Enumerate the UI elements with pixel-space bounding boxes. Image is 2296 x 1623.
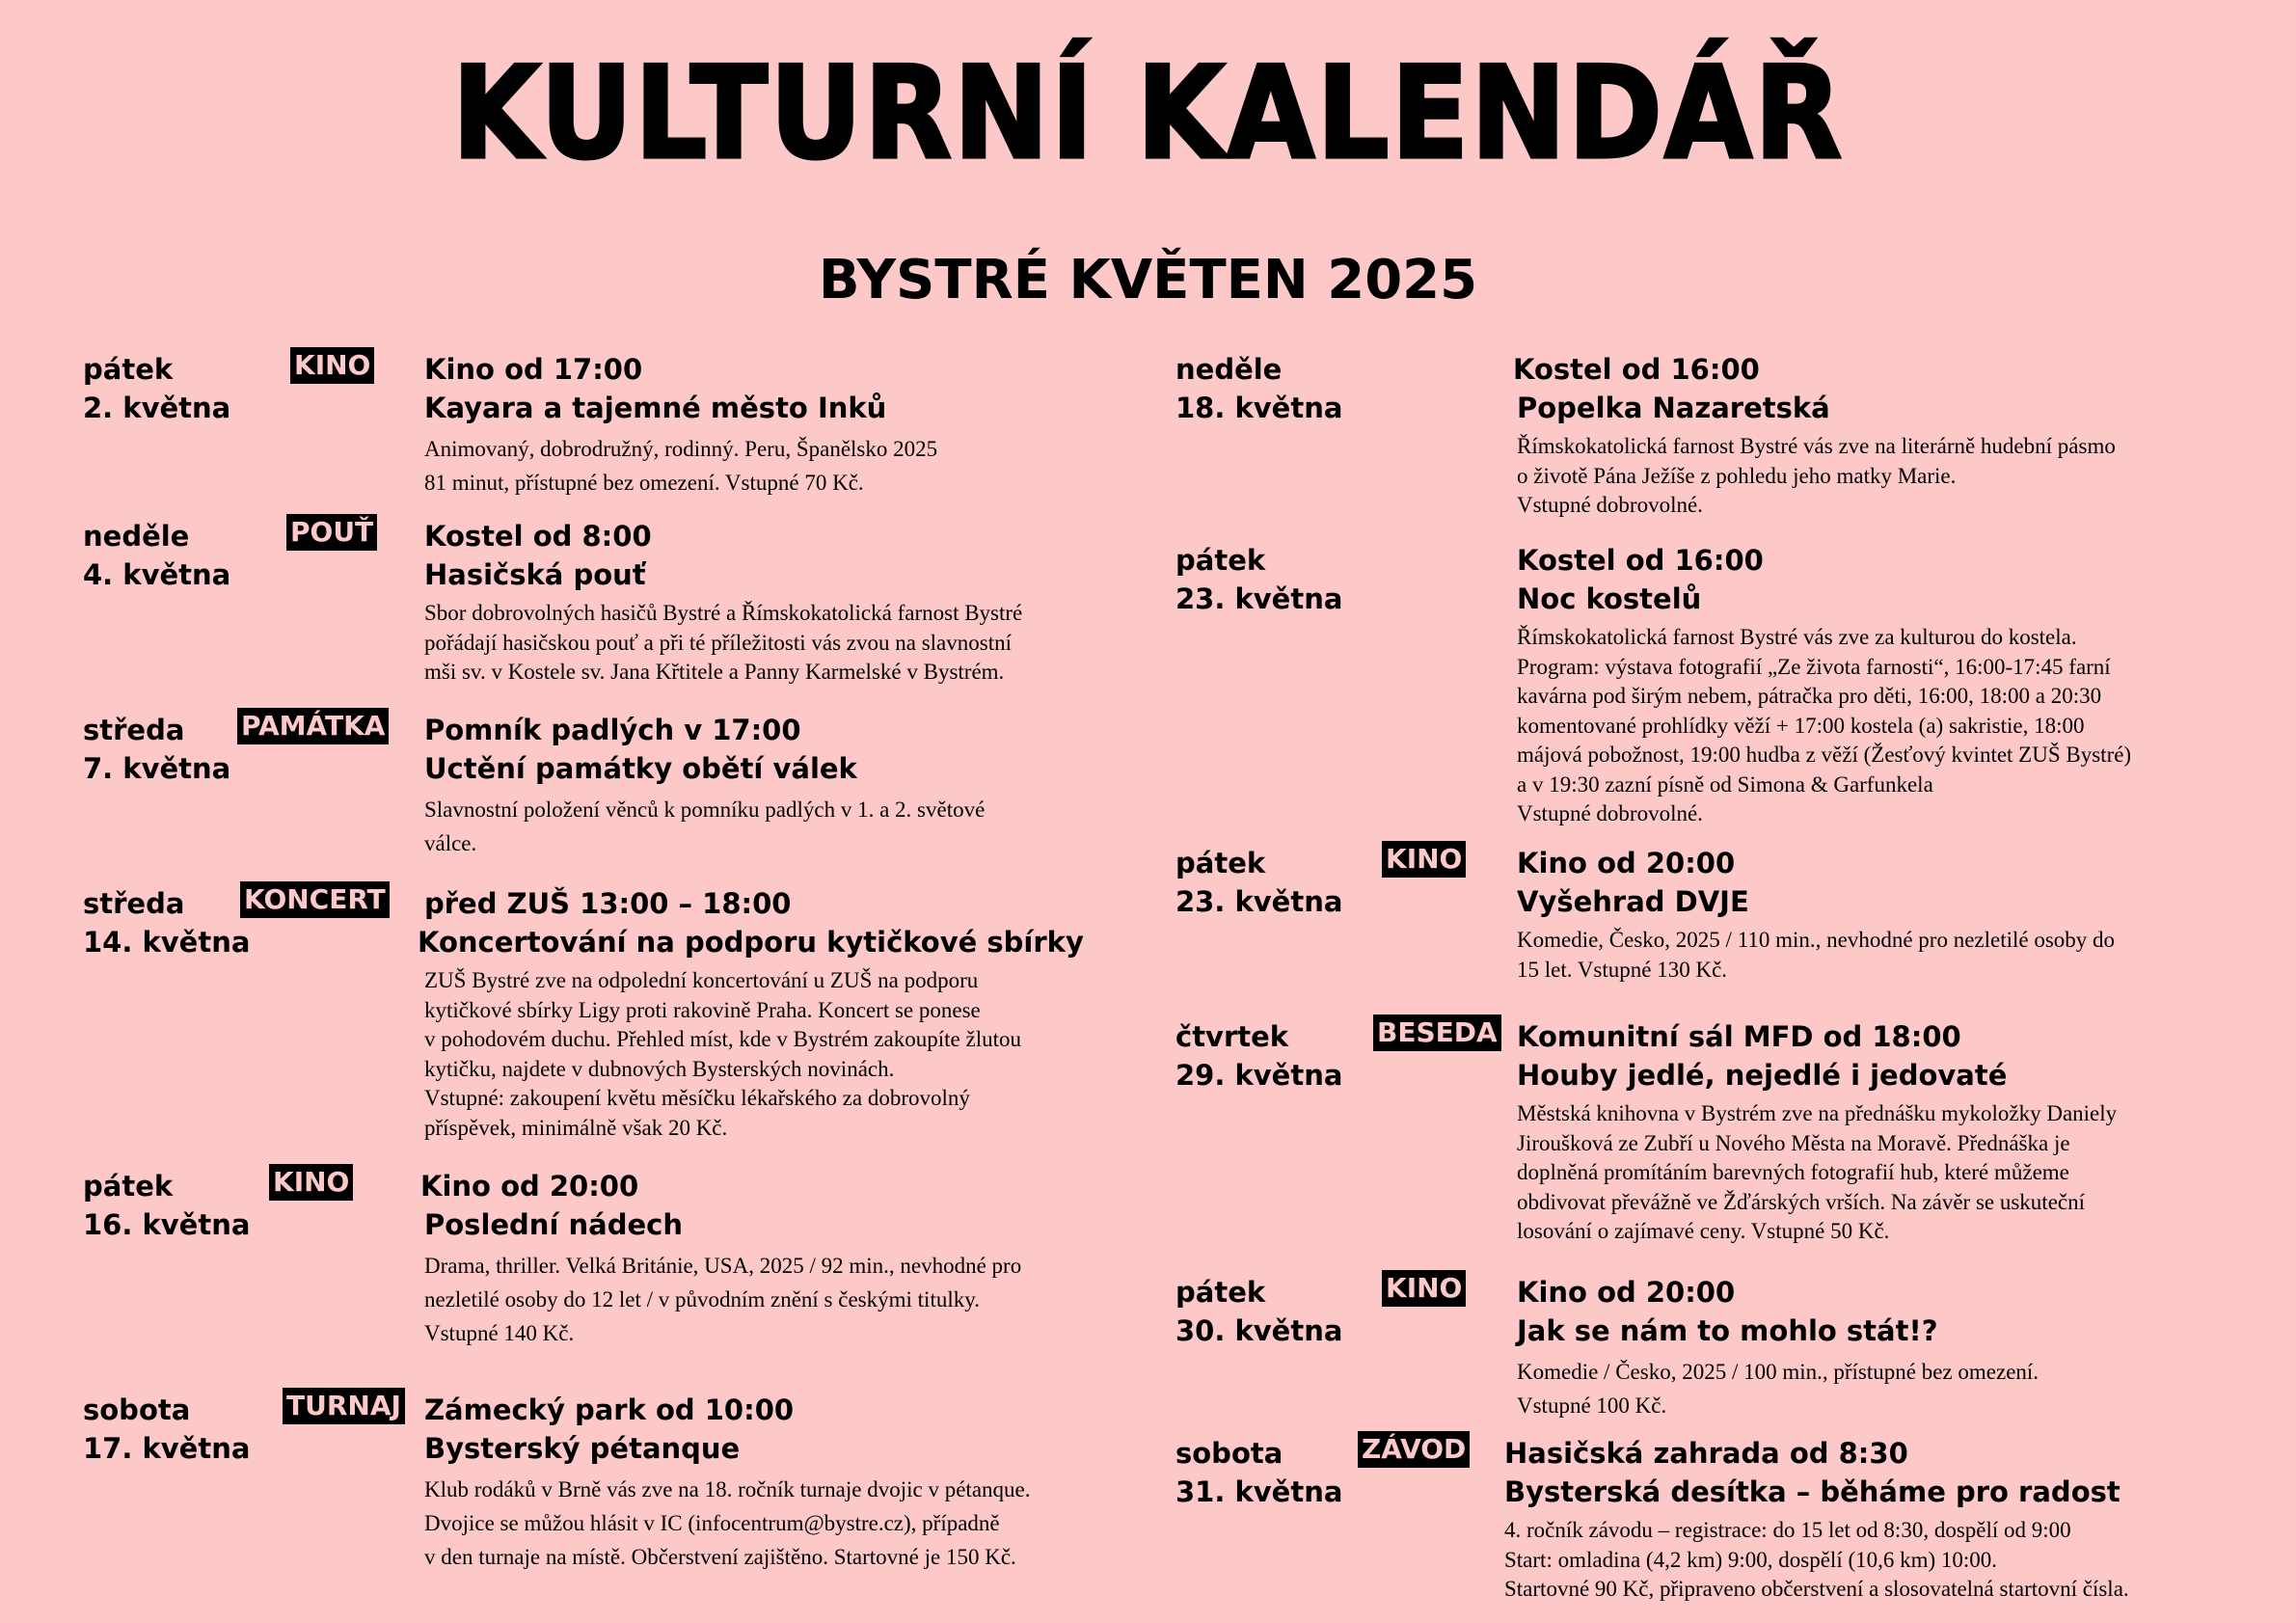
event-day: pátek	[1175, 847, 1266, 879]
event-day: středa	[83, 887, 185, 920]
event-title: Bysterská desítka – běháme pro radost	[1504, 1475, 2120, 1508]
description-line: Start: omladina (4,2 km) 9:00, dospělí (10,6 km) 10:00.	[1504, 1547, 1998, 1572]
event-date: 23. května	[1175, 582, 1343, 615]
description-line: Jiroušková ze Zubří u Nového Města na Moravě. Přednáška je	[1517, 1130, 2070, 1155]
description-line: májová pobožnost, 19:00 hudba z věží (Žesťový kvintet ZUŠ Bystré)	[1517, 743, 2132, 767]
event-place: Kino od 20:00	[1517, 1276, 1736, 1309]
event-place: Kostel od 8:00	[424, 520, 652, 553]
event-day: neděle	[1175, 353, 1283, 386]
event-date: 4. května	[83, 558, 231, 591]
event-place: Kostel od 16:00	[1513, 353, 1760, 386]
event-tag: KINO	[269, 1164, 353, 1201]
event-title: Noc kostelů	[1517, 582, 1702, 615]
description-line: a v 19:30 zazní písně od Simona & Garfunkela	[1517, 771, 1933, 797]
description-line: obdivovat převážně ve Žďárských vrších. Na závěr se uskuteční	[1517, 1189, 2086, 1214]
event-tag: TURNAJ	[283, 1388, 405, 1424]
event-tag: ZÁVOD	[1358, 1431, 1470, 1468]
event-description	[424, 432, 937, 500]
description-line: Vstupné 100 Kč.	[1517, 1393, 1667, 1418]
event-place: před ZUŠ 13:00 – 18:00	[424, 887, 792, 920]
event-tag: POUŤ	[286, 514, 377, 551]
description-line: Drama, thriller. Velká Británie, USA, 2025 / 92 min., nevhodné pro	[424, 1254, 1022, 1278]
event-place: Kino od 20:00	[420, 1170, 639, 1203]
event-title: Kayara a tajemné město Inků	[424, 392, 887, 424]
event-description	[424, 1249, 1021, 1350]
description-line: komentované prohlídky věží + 17:00 kostela (a) sakristie, 18:00	[1517, 713, 2085, 738]
description-line: Vstupné 140 Kč.	[424, 1321, 575, 1345]
event-date: 17. května	[83, 1432, 251, 1465]
event-description	[424, 1473, 1030, 1574]
event-place: Zámecký park od 10:00	[424, 1393, 795, 1426]
event-date: 14. května	[83, 926, 251, 959]
event-day: sobota	[1175, 1437, 1283, 1470]
event-tag: KONCERT	[240, 881, 390, 918]
event-day: pátek	[1175, 544, 1266, 577]
description-line: Vstupné dobrovolné.	[1517, 493, 1703, 517]
description-line: Program: výstava fotografií „Ze života farnosti“, 16:00-17:45 farní	[1517, 654, 2111, 679]
description-line: doplněná promítáním barevných fotografií hub, které můžeme	[1517, 1160, 2069, 1184]
event-date: 23. května	[1175, 885, 1343, 918]
event-place: Kostel od 16:00	[1517, 544, 1764, 577]
description-line: v den turnaje na místě. Občerstvení zajištěno. Startovné je 150 Kč.	[424, 1545, 1016, 1569]
description-line: Vstupné dobrovolné.	[1517, 801, 1703, 825]
event-date: 30. května	[1175, 1314, 1343, 1347]
event-title: Bysterský pétanque	[424, 1432, 741, 1465]
description-line: Římskokatolická farnost Bystré vás zve za kulturou do kostela.	[1517, 625, 2077, 649]
event-description	[1517, 623, 2131, 829]
event-title: Jak se nám to mohlo stát!?	[1517, 1314, 1938, 1347]
event-title: Uctění památky obětí válek	[424, 752, 857, 785]
event-place: Pomník padlých v 17:00	[424, 714, 801, 746]
event-tag: PAMÁTKA	[237, 708, 389, 744]
description-line: kavárna pod širým nebem, pátračka pro děti, 16:00, 18:00 a 20:30	[1517, 684, 2102, 708]
description-line: příspěvek, minimálně však 20 Kč.	[424, 1115, 728, 1140]
main-title-text: KULTURNÍ KALENDÁŘ	[451, 38, 1845, 188]
description-line: 81 minut, přístupné bez omezení. Vstupné 70 Kč.	[424, 471, 864, 495]
description-line: kytičkové sbírky Ligy proti rakovině Praha. Koncert se ponese	[424, 997, 981, 1022]
description-line: Dvojice se můžou hlásit v IC (infocentrum@bystre.cz), případně	[424, 1511, 1000, 1535]
description-line: mši sv. v Kostele sv. Jana Křtitele a Panny Karmelské v Bystrém.	[424, 660, 1005, 684]
event-description	[424, 599, 1022, 688]
main-title	[0, 38, 2296, 188]
description-line: losování o zajímavé ceny. Vstupné 50 Kč.	[1517, 1219, 1890, 1243]
description-line: Startovné 90 Kč, připraveno občerstvení a slosovatelná startovní čísla.	[1504, 1577, 2129, 1601]
event-title: Houby jedlé, nejedlé i jedovaté	[1517, 1059, 2008, 1092]
event-description	[1517, 1099, 2117, 1247]
description-line: 15 let. Vstupné 130 Kč.	[1517, 957, 1728, 982]
event-tag: KINO	[290, 347, 374, 384]
event-description	[1517, 926, 2115, 985]
event-date: 31. května	[1175, 1475, 1343, 1508]
event-title: Popelka Nazaretská	[1517, 392, 1830, 424]
description-line: válce.	[424, 831, 477, 855]
description-line: ZUŠ Bystré zve na odpolední koncertování u ZUŠ na podporu	[424, 968, 979, 992]
event-description	[424, 793, 985, 860]
event-day: sobota	[83, 1393, 191, 1426]
event-description	[1504, 1516, 2129, 1605]
description-line: v pohodovém duchu. Přehled míst, kde v Bystrém zakoupíte žlutou	[424, 1027, 1021, 1051]
event-day: pátek	[83, 353, 174, 386]
event-title: Hasičská pouť	[424, 558, 646, 591]
event-title: Vyšehrad DVJE	[1517, 885, 1749, 918]
page-subtitle: BYSTRÉ KVĚTEN 2025	[818, 249, 1478, 311]
description-line: Animovaný, dobrodružný, rodinný. Peru, Španělsko 2025	[424, 437, 938, 461]
event-place: Hasičská zahrada od 8:30	[1504, 1437, 1908, 1470]
description-line: Římskokatolická farnost Bystré vás zve na literárně hudební pásmo	[1517, 434, 2116, 458]
event-place: Kino od 17:00	[424, 353, 643, 386]
event-day: středa	[83, 714, 185, 746]
event-place: Kino od 20:00	[1517, 847, 1736, 879]
event-title: Poslední nádech	[424, 1208, 683, 1241]
event-description	[1517, 432, 2116, 521]
event-day: pátek	[83, 1170, 174, 1203]
event-date: 16. května	[83, 1208, 251, 1241]
event-description	[1517, 1355, 2039, 1422]
event-day: čtvrtek	[1175, 1020, 1289, 1053]
description-line: Slavnostní položení věnců k pomníku padlých v 1. a 2. světové	[424, 798, 986, 822]
description-line: o životě Pána Ježíše z pohledu jeho matky Marie.	[1517, 463, 1957, 488]
description-line: kytičku, najdete v dubnových Bysterských novinách.	[424, 1056, 895, 1081]
description-line: 4. ročník závodu – registrace: do 15 let od 8:30, dospělí od 9:00	[1504, 1518, 2071, 1542]
event-title: Koncertování na podporu kytičkové sbírky	[418, 926, 1084, 959]
description-line: Komedie / Česko, 2025 / 100 min., přístupné bez omezení.	[1517, 1360, 2039, 1384]
description-line: Vstupné: zakoupení květu měsíčku lékařského za dobrovolný	[424, 1086, 970, 1110]
description-line: pořádají hasičskou pouť a při té příležitosti vás zvou na slavnostní	[424, 630, 1012, 655]
event-date: 29. května	[1175, 1059, 1343, 1092]
event-date: 18. května	[1175, 392, 1343, 424]
event-day: neděle	[83, 520, 190, 553]
event-tag: BESEDA	[1373, 1014, 1501, 1051]
description-line: Sbor dobrovolných hasičů Bystré a Římskokatolická farnost Bystré	[424, 601, 1023, 625]
event-date: 2. května	[83, 392, 231, 424]
description-line: Městská knihovna v Bystrém zve na přednášku mykoložky Daniely	[1517, 1101, 2118, 1125]
description-line: Komedie, Česko, 2025 / 110 min., nevhodné pro nezletilé osoby do	[1517, 928, 2116, 952]
event-date: 7. května	[83, 752, 231, 785]
event-place: Komunitní sál MFD od 18:00	[1517, 1020, 1961, 1053]
event-tag: KINO	[1382, 841, 1466, 878]
event-description	[424, 966, 1021, 1143]
description-line: nezletilé osoby do 12 let / v původním znění s českými titulky.	[424, 1287, 980, 1312]
description-line: Klub rodáků v Brně vás zve na 18. ročník turnaje dvojic v pétanque.	[424, 1477, 1031, 1501]
event-day: pátek	[1175, 1276, 1266, 1309]
event-tag: KINO	[1382, 1270, 1466, 1307]
